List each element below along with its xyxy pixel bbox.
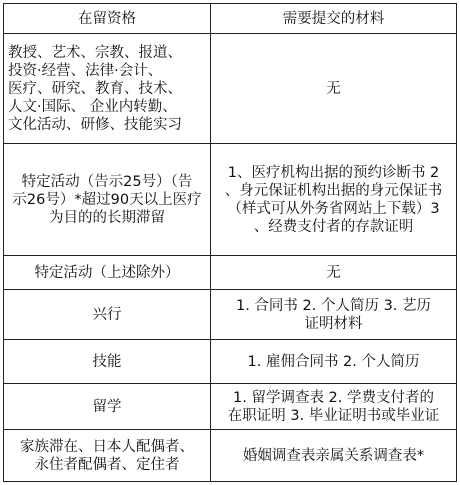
status-cell: 特定活动（上述除外）: [4, 256, 211, 290]
status-cell: 教授、艺术、宗教、报道、 投资·经营、法律·会计、 医疗、研究、教育、技术、 人文·国际、 企业内转勤、 文化活动、研修、技能实习: [4, 34, 211, 144]
status-cell: 兴行: [4, 290, 211, 340]
status-cell: 特定活动（告示25号）（告 示26号）*超过90天以上医疗 为目的的长期滞留: [4, 144, 211, 256]
materials-cell: 1、医疗机构出据的预约诊断书 2 、身元保证机构出据的身元保证书 （样式可从外务省网站上下载）3 、经费支付者的存款证明: [211, 144, 457, 256]
table-row: [4, 340, 457, 384]
materials-cell: 1. 雇佣合同书 2. 个人简历: [211, 340, 457, 384]
header-required-materials: 需要提交的材料: [211, 4, 457, 34]
table-row: [4, 144, 457, 256]
materials-cell: 无: [211, 256, 457, 290]
status-cell: 家族滞在、日本人配偶者、 永住者配偶者、定住者: [4, 430, 211, 482]
table-row: [4, 430, 457, 482]
table-row: [4, 290, 457, 340]
table-row: [4, 384, 457, 430]
table-row: [4, 256, 457, 290]
status-cell: 技能: [4, 340, 211, 384]
materials-cell: 1. 留学调查表 2. 学费支付者的 在职证明 3. 毕业证明书或毕业证: [211, 384, 457, 430]
table-header-row: [4, 4, 457, 34]
materials-cell: 无: [211, 34, 457, 144]
status-cell: 留学: [4, 384, 211, 430]
residence-status-materials-table: [3, 3, 457, 482]
header-residence-status: 在留资格: [4, 4, 211, 34]
materials-cell: 1. 合同书 2. 个人简历 3. 艺历 证明材料: [211, 290, 457, 340]
materials-cell: 婚姻调查表亲属关系调查表*: [211, 430, 457, 482]
table-row: [4, 34, 457, 144]
